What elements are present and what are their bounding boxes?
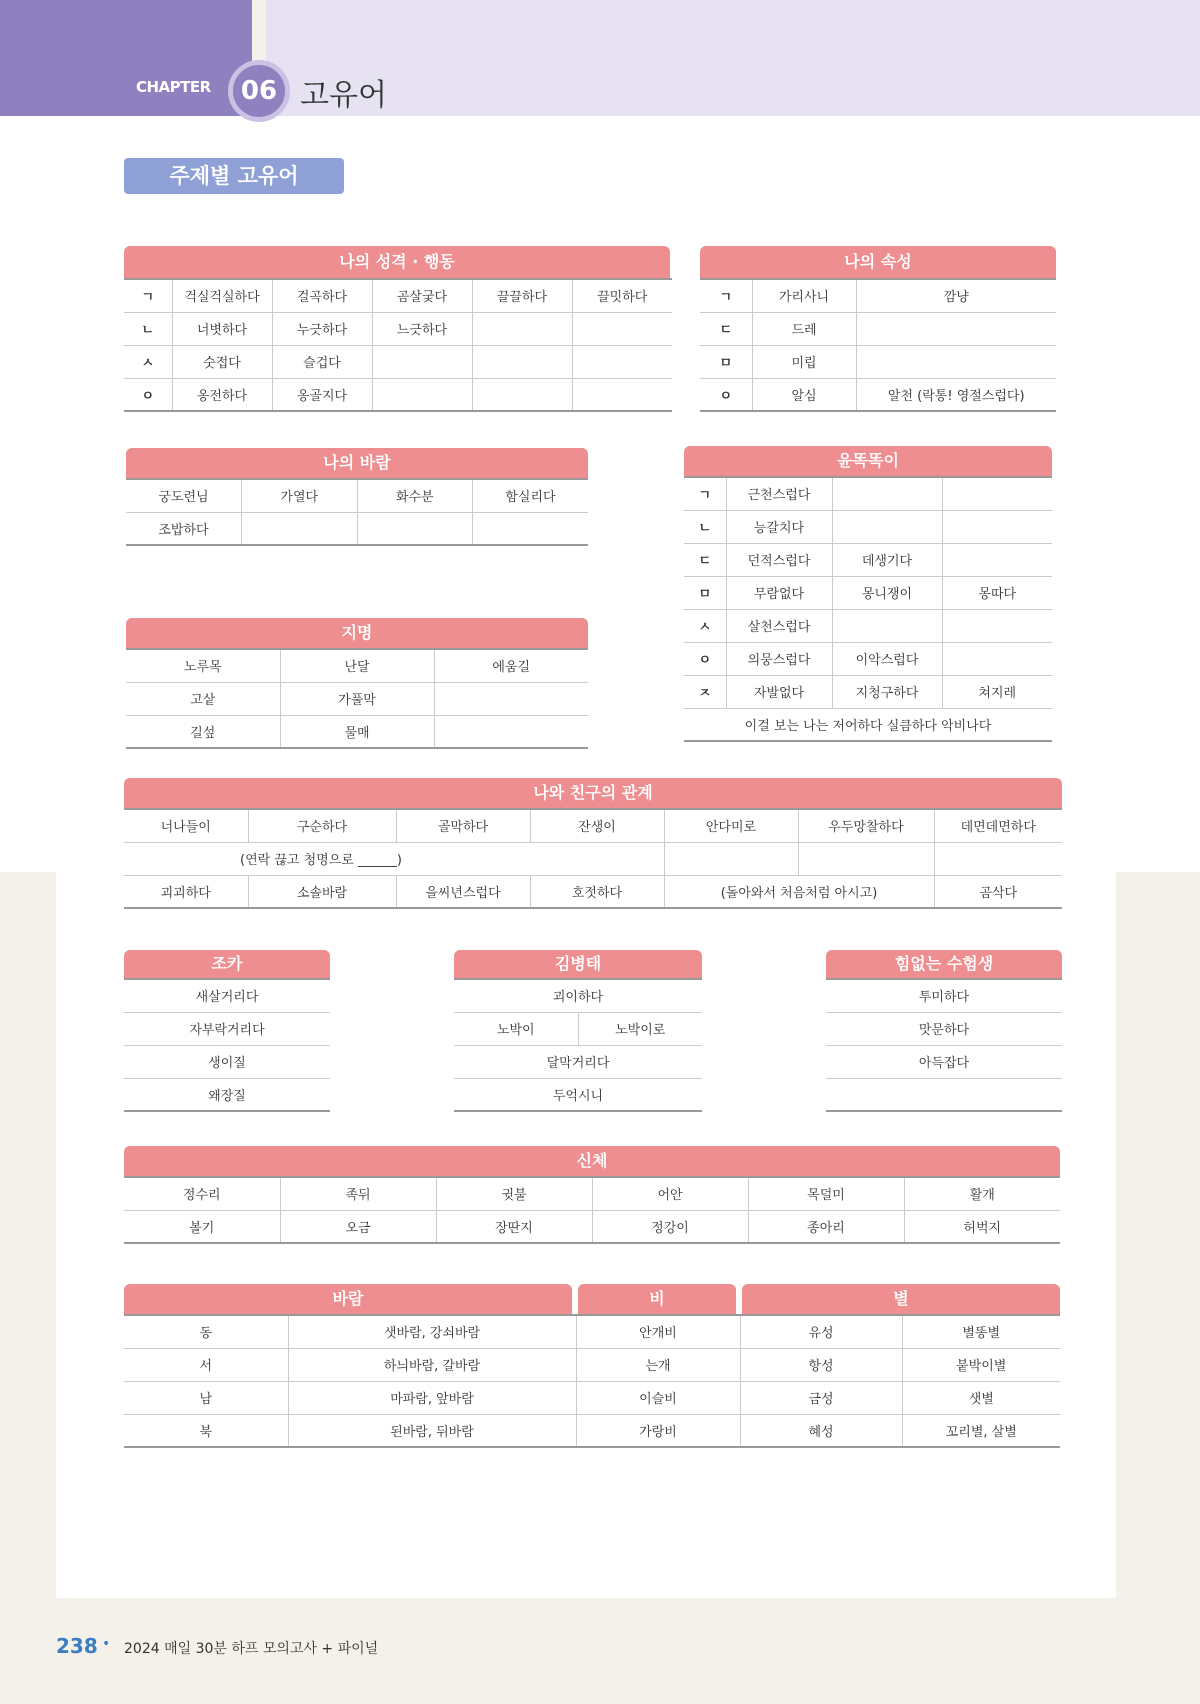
table-cell: 화수분	[357, 479, 473, 512]
table-cell: 두억시니	[454, 1078, 702, 1111]
table-cell: 을씨년스럽다	[396, 875, 530, 908]
table-cell: 가랑비	[576, 1414, 740, 1447]
table-wish	[126, 448, 588, 546]
table-cell: 구순하다	[248, 809, 396, 842]
initial-consonant: ㅁ	[700, 345, 752, 378]
table-cell: 무람없다	[726, 576, 832, 609]
table-cell: 곰삭다	[934, 875, 1062, 908]
table-row	[124, 345, 672, 378]
table-row	[124, 1348, 1060, 1381]
table-cell: 왜장질	[124, 1078, 330, 1111]
table-caption: 지명	[126, 618, 588, 648]
table-row	[124, 312, 672, 345]
table-cell: 호젓하다	[530, 875, 664, 908]
table-cell: 가열다	[242, 479, 358, 512]
table-cell	[434, 682, 588, 715]
table-row	[126, 479, 588, 512]
table-row	[124, 1078, 330, 1111]
table-cell: 안개비	[576, 1315, 740, 1348]
table-cell: 데생기다	[832, 543, 942, 576]
table-cell: 소솔바람	[248, 875, 396, 908]
book-title: 2024 매일 30분 하프 모의고사 + 파이널	[124, 1641, 379, 1657]
table-cell	[472, 378, 572, 411]
table-cell	[372, 345, 472, 378]
table-cell: 목덜미	[748, 1177, 904, 1210]
initial-consonant: ㄱ	[700, 279, 752, 312]
table-cell: 정수리	[124, 1177, 280, 1210]
table-cell: 너나들이	[124, 809, 248, 842]
table-cell: 는개	[576, 1348, 740, 1381]
yuntok-footer: 이걸 보는 나는 저어하다 실큼하다 악비나다	[684, 708, 1052, 741]
table-cell: 옹전하다	[172, 378, 272, 411]
initial-consonant: ㅅ	[124, 345, 172, 378]
initial-consonant: ㅅ	[684, 609, 726, 642]
table-cell	[472, 345, 572, 378]
table-cell: 노박이	[454, 1012, 578, 1045]
table-caption: 나와 친구의 관계	[124, 778, 1062, 808]
table-row	[684, 576, 1052, 609]
table-row	[684, 609, 1052, 642]
table-cell: 너볏하다	[172, 312, 272, 345]
table-cell: 꼬리별, 살별	[902, 1414, 1060, 1447]
table-cell: 슬겁다	[272, 345, 372, 378]
table-cell: 노루목	[126, 649, 280, 682]
table-cell: 난달	[280, 649, 434, 682]
initial-consonant: ㅇ	[124, 378, 172, 411]
initial-consonant: ㅁ	[684, 576, 726, 609]
table-caption-star: 별	[742, 1284, 1060, 1314]
table-caption: 김병태	[454, 950, 702, 978]
table-row	[124, 1012, 330, 1045]
initial-consonant: ㄷ	[700, 312, 752, 345]
table-cell: 몽따다	[942, 576, 1052, 609]
table-cell: 자부락거리다	[124, 1012, 330, 1045]
table-row	[826, 1078, 1062, 1111]
table-caption: 나의 바람	[126, 448, 588, 478]
table-cell	[856, 345, 1056, 378]
table-cell	[473, 512, 589, 545]
table-cell: 살천스럽다	[726, 609, 832, 642]
table-cell: 드레	[752, 312, 856, 345]
table-cell: 미립	[752, 345, 856, 378]
table-cell: 볼기	[124, 1210, 280, 1243]
table-cell	[832, 477, 942, 510]
table-cell: 달막거리다	[454, 1045, 702, 1078]
footer-separator: •	[102, 1636, 111, 1652]
table-yuntok	[684, 446, 1052, 742]
table-cell: 우두망찰하다	[798, 809, 934, 842]
table-caption: 나의 속성	[700, 246, 1056, 278]
table-cell	[472, 312, 572, 345]
table-cell: (돌아와서 처음처럼 아시고)	[664, 875, 934, 908]
table-row	[124, 1381, 1060, 1414]
table-row	[126, 682, 588, 715]
table-cell: 끌끌하다	[472, 279, 572, 312]
table-cell	[572, 345, 672, 378]
table-cell	[572, 378, 672, 411]
table-cell	[434, 715, 588, 748]
table-row	[684, 543, 1052, 576]
table-row	[826, 1012, 1062, 1045]
table-body	[124, 1146, 1060, 1244]
table-cell: 궁도련님	[126, 479, 242, 512]
table-cell	[942, 510, 1052, 543]
table-cell: 길섶	[126, 715, 280, 748]
table-cell	[372, 378, 472, 411]
initial-consonant: ㄱ	[684, 477, 726, 510]
table-cell: 잔생이	[530, 809, 664, 842]
chapter-title: 고유어	[300, 78, 387, 113]
table-cell: 의뭉스럽다	[726, 642, 832, 675]
table-row	[124, 1210, 1060, 1243]
table-cell: 금성	[740, 1381, 902, 1414]
initial-consonant: ㄱ	[124, 279, 172, 312]
table-cell: 샛별	[902, 1381, 1060, 1414]
table-caption: 신체	[124, 1146, 1060, 1176]
table-cell: 조밥하다	[126, 512, 242, 545]
initial-consonant: ㅇ	[700, 378, 752, 411]
initial-consonant: ㄴ	[124, 312, 172, 345]
initial-consonant: ㅇ	[684, 642, 726, 675]
table-kim	[454, 950, 702, 1112]
table-cell: 종아리	[748, 1210, 904, 1243]
table-row	[700, 345, 1056, 378]
table-cell: 던적스럽다	[726, 543, 832, 576]
table-row	[826, 979, 1062, 1012]
table-cell: 걱실걱실하다	[172, 279, 272, 312]
table-cell: 족뒤	[280, 1177, 436, 1210]
initial-consonant: ㅈ	[684, 675, 726, 708]
table-cell: 숫접다	[172, 345, 272, 378]
header-band-right	[266, 0, 1200, 116]
table-cell: 샛바람, 강쇠바람	[288, 1315, 576, 1348]
table-cell: 안다미로	[664, 809, 798, 842]
table-cell: 에움길	[434, 649, 588, 682]
weather-captions	[124, 1284, 1060, 1314]
table-cell	[942, 477, 1052, 510]
table-cell: 느긋하다	[372, 312, 472, 345]
table-cell	[357, 512, 473, 545]
table-cell: 쳐지레	[942, 675, 1052, 708]
table-cell: 정강이	[592, 1210, 748, 1243]
table-nephew	[124, 950, 330, 1112]
table-cell: 허벅지	[904, 1210, 1060, 1243]
table-row	[126, 649, 588, 682]
table-row	[126, 715, 588, 748]
chapter-number: 06	[228, 60, 290, 122]
table-cell: 새살거리다	[124, 979, 330, 1012]
table-cell: 북	[124, 1414, 288, 1447]
chapter-label: CHAPTER	[136, 78, 211, 96]
table-cell: 생이질	[124, 1045, 330, 1078]
table-cell	[942, 609, 1052, 642]
table-cell: 골막하다	[396, 809, 530, 842]
table-cell: 함실리다	[473, 479, 589, 512]
table-caption-wind: 바람	[124, 1284, 572, 1314]
table-cell: 아득잡다	[826, 1045, 1062, 1078]
table-cell: 하늬바람, 갈바람	[288, 1348, 576, 1381]
table-cell: 어안	[592, 1177, 748, 1210]
table-cell: 알천 (락통! 영절스럽다)	[856, 378, 1056, 411]
table-cell: 된바람, 뒤바람	[288, 1414, 576, 1447]
table-cell: 자발없다	[726, 675, 832, 708]
table-caption-rain: 비	[578, 1284, 736, 1314]
table-cell: 물매	[280, 715, 434, 748]
table-cell: 붙박이별	[902, 1348, 1060, 1381]
initial-consonant: ㄷ	[684, 543, 726, 576]
table-caption: 조카	[124, 950, 330, 978]
table-row	[124, 1045, 330, 1078]
friend-note: (연락 끊고 청명으로 ______)	[124, 842, 664, 875]
table-cell	[572, 312, 672, 345]
table-cell: 걸곡하다	[272, 279, 372, 312]
table-row	[700, 378, 1056, 411]
table-cell: 능갈치다	[726, 510, 832, 543]
table-row	[700, 279, 1056, 312]
table-cell: 유성	[740, 1315, 902, 1348]
table-personality	[124, 246, 672, 412]
table-row	[124, 979, 330, 1012]
table-cell	[856, 312, 1056, 345]
table-cell: 고샅	[126, 682, 280, 715]
table-cell: 오금	[280, 1210, 436, 1243]
table-place	[126, 618, 588, 749]
table-cell: 별똥별	[902, 1315, 1060, 1348]
table-cell: 옹골지다	[272, 378, 372, 411]
table-row	[700, 312, 1056, 345]
table-row	[684, 642, 1052, 675]
table-row	[684, 708, 1052, 741]
table-cell: 노박이로	[578, 1012, 702, 1045]
table-cell: 몽니쟁이	[832, 576, 942, 609]
table-cell	[242, 512, 358, 545]
table-row	[684, 477, 1052, 510]
table-student	[826, 950, 1062, 1112]
table-cell: 지청구하다	[832, 675, 942, 708]
table-cell: 서	[124, 1348, 288, 1381]
table-cell: 마파람, 앞바람	[288, 1381, 576, 1414]
table-cell: 괴이하다	[454, 979, 702, 1012]
table-row	[826, 1045, 1062, 1078]
table-caption: 힘없는 수험생	[826, 950, 1062, 978]
table-cell: 이슬비	[576, 1381, 740, 1414]
table-cell: 가리사니	[752, 279, 856, 312]
section-title: 주제별 고유어	[124, 158, 344, 194]
table-row	[684, 675, 1052, 708]
table-row	[126, 512, 588, 545]
initial-consonant: ㄴ	[684, 510, 726, 543]
table-row	[124, 1414, 1060, 1447]
table-cell: 데면데면하다	[934, 809, 1062, 842]
table-caption: 나의 성격 · 행동	[124, 246, 670, 278]
page-number: 238	[56, 1634, 98, 1658]
table-cell: 이악스럽다	[832, 642, 942, 675]
table-cell: 투미하다	[826, 979, 1062, 1012]
table-row	[684, 510, 1052, 543]
table-cell: 동	[124, 1315, 288, 1348]
table-attribute	[700, 246, 1056, 412]
table-cell: 남	[124, 1381, 288, 1414]
table-cell	[942, 543, 1052, 576]
table-cell: 알심	[752, 378, 856, 411]
table-row	[124, 378, 672, 411]
table-cell: 항성	[740, 1348, 902, 1381]
table-cell	[942, 642, 1052, 675]
table-caption: 윤똑똑이	[684, 446, 1052, 476]
table-cell: 깜냥	[856, 279, 1056, 312]
table-row	[124, 1315, 1060, 1348]
table-cell	[832, 510, 942, 543]
table-cell: 맛문하다	[826, 1012, 1062, 1045]
table-cell: 누긋하다	[272, 312, 372, 345]
table-cell: 곰살궂다	[372, 279, 472, 312]
table-cell: 끌밋하다	[572, 279, 672, 312]
table-cell: 혜성	[740, 1414, 902, 1447]
table-friend	[124, 778, 1062, 909]
table-cell: 귓불	[436, 1177, 592, 1210]
table-cell: 가풀막	[280, 682, 434, 715]
table-cell: 근천스럽다	[726, 477, 832, 510]
table-weather	[124, 1314, 1060, 1448]
table-cell	[826, 1078, 1062, 1111]
table-cell: 활개	[904, 1177, 1060, 1210]
table-row	[124, 279, 672, 312]
table-cell: 장딴지	[436, 1210, 592, 1243]
table-cell: 괴괴하다	[124, 875, 248, 908]
header-band-left	[0, 0, 252, 116]
table-row	[124, 1177, 1060, 1210]
table-cell	[832, 609, 942, 642]
